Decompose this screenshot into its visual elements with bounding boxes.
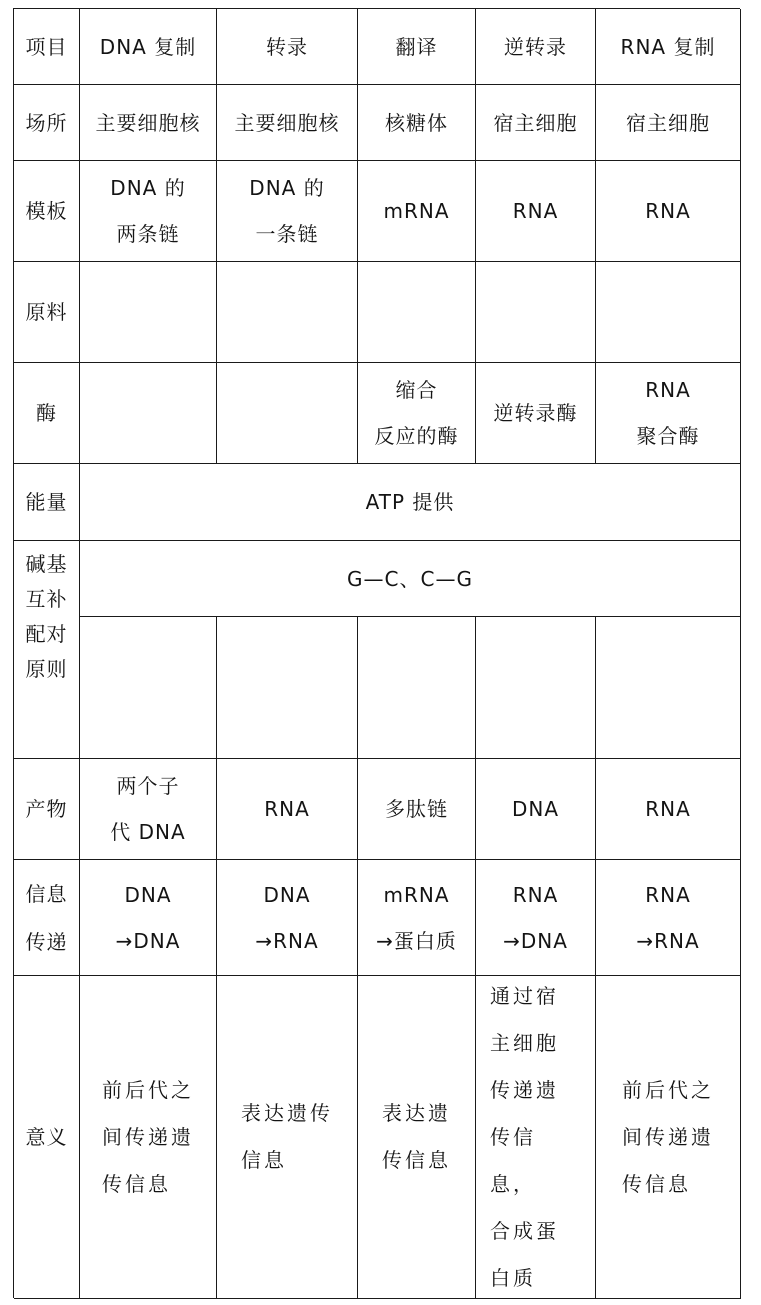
meaning-text: 表达遗 传信息 <box>382 1101 451 1172</box>
site-cell: 核糖体 <box>358 85 476 161</box>
material-cell <box>217 262 358 363</box>
comparison-table <box>13 8 740 1298</box>
meaning-cell <box>596 976 741 1299</box>
site-cell: 宿主细胞 <box>476 85 596 161</box>
enzyme-cell <box>217 363 358 464</box>
meaning-text: 表达遗传 信息 <box>241 1101 333 1172</box>
template-cell: RNA <box>596 161 741 262</box>
site-cell: 主要细胞核 <box>217 85 358 161</box>
row-label-product: 产物 <box>14 759 80 860</box>
row-label-pairing: 碱基 互补 配对 原则 <box>14 541 80 759</box>
energy-value: ATP 提供 <box>80 464 741 541</box>
row-label-meaning: 意义 <box>14 976 80 1299</box>
header-reverse-transcription: 逆转录 <box>476 9 596 85</box>
row-label-site: 场所 <box>14 85 80 161</box>
pairing-cell <box>217 617 358 759</box>
header-translation: 翻译 <box>358 9 476 85</box>
site-cell: 宿主细胞 <box>596 85 741 161</box>
info-cell: DNA →DNA <box>80 860 217 976</box>
info-cell: RNA →RNA <box>596 860 741 976</box>
pairing-cell <box>476 617 596 759</box>
meaning-cell <box>217 976 358 1299</box>
enzyme-cell: 逆转录酶 <box>476 363 596 464</box>
template-cell: DNA 的 一条链 <box>217 161 358 262</box>
material-cell <box>358 262 476 363</box>
row-label-template: 模板 <box>14 161 80 262</box>
enzyme-cell: 缩合 反应的酶 <box>358 363 476 464</box>
product-cell: DNA <box>476 759 596 860</box>
row-label-info: 信息 传递 <box>14 860 80 976</box>
meaning-text: 前后代之 间传递遗 传信息 <box>622 1077 714 1196</box>
row-label-energy: 能量 <box>14 464 80 541</box>
material-cell <box>476 262 596 363</box>
enzyme-cell <box>80 363 217 464</box>
meaning-text: 通过宿 主细胞 传递遗 传信息， 合成蛋 白质 <box>490 983 559 1290</box>
info-cell: RNA →DNA <box>476 860 596 976</box>
template-cell: DNA 的 两条链 <box>80 161 217 262</box>
pairing-cell <box>358 617 476 759</box>
pairing-shared-value: G—C、C—G <box>80 541 741 617</box>
header-transcription: 转录 <box>217 9 358 85</box>
meaning-text: 前后代之 间传递遗 传信息 <box>102 1077 194 1196</box>
header-rna-replication: RNA 复制 <box>596 9 741 85</box>
pairing-cell <box>80 617 217 759</box>
product-cell: RNA <box>217 759 358 860</box>
header-label: 项目 <box>14 9 80 85</box>
material-cell <box>80 262 217 363</box>
pairing-cell <box>596 617 741 759</box>
meaning-cell <box>80 976 217 1299</box>
row-label-enzyme: 酶 <box>14 363 80 464</box>
row-label-material: 原料 <box>14 262 80 363</box>
header-dna-replication: DNA 复制 <box>80 9 217 85</box>
meaning-cell <box>358 976 476 1299</box>
site-cell: 主要细胞核 <box>80 85 217 161</box>
template-cell: mRNA <box>358 161 476 262</box>
meaning-cell <box>476 976 596 1299</box>
product-cell: 两个子 代 DNA <box>80 759 217 860</box>
product-cell: RNA <box>596 759 741 860</box>
info-cell: DNA →RNA <box>217 860 358 976</box>
info-cell: mRNA →蛋白质 <box>358 860 476 976</box>
material-cell <box>596 262 741 363</box>
product-cell: 多肽链 <box>358 759 476 860</box>
enzyme-cell: RNA 聚合酶 <box>596 363 741 464</box>
template-cell: RNA <box>476 161 596 262</box>
